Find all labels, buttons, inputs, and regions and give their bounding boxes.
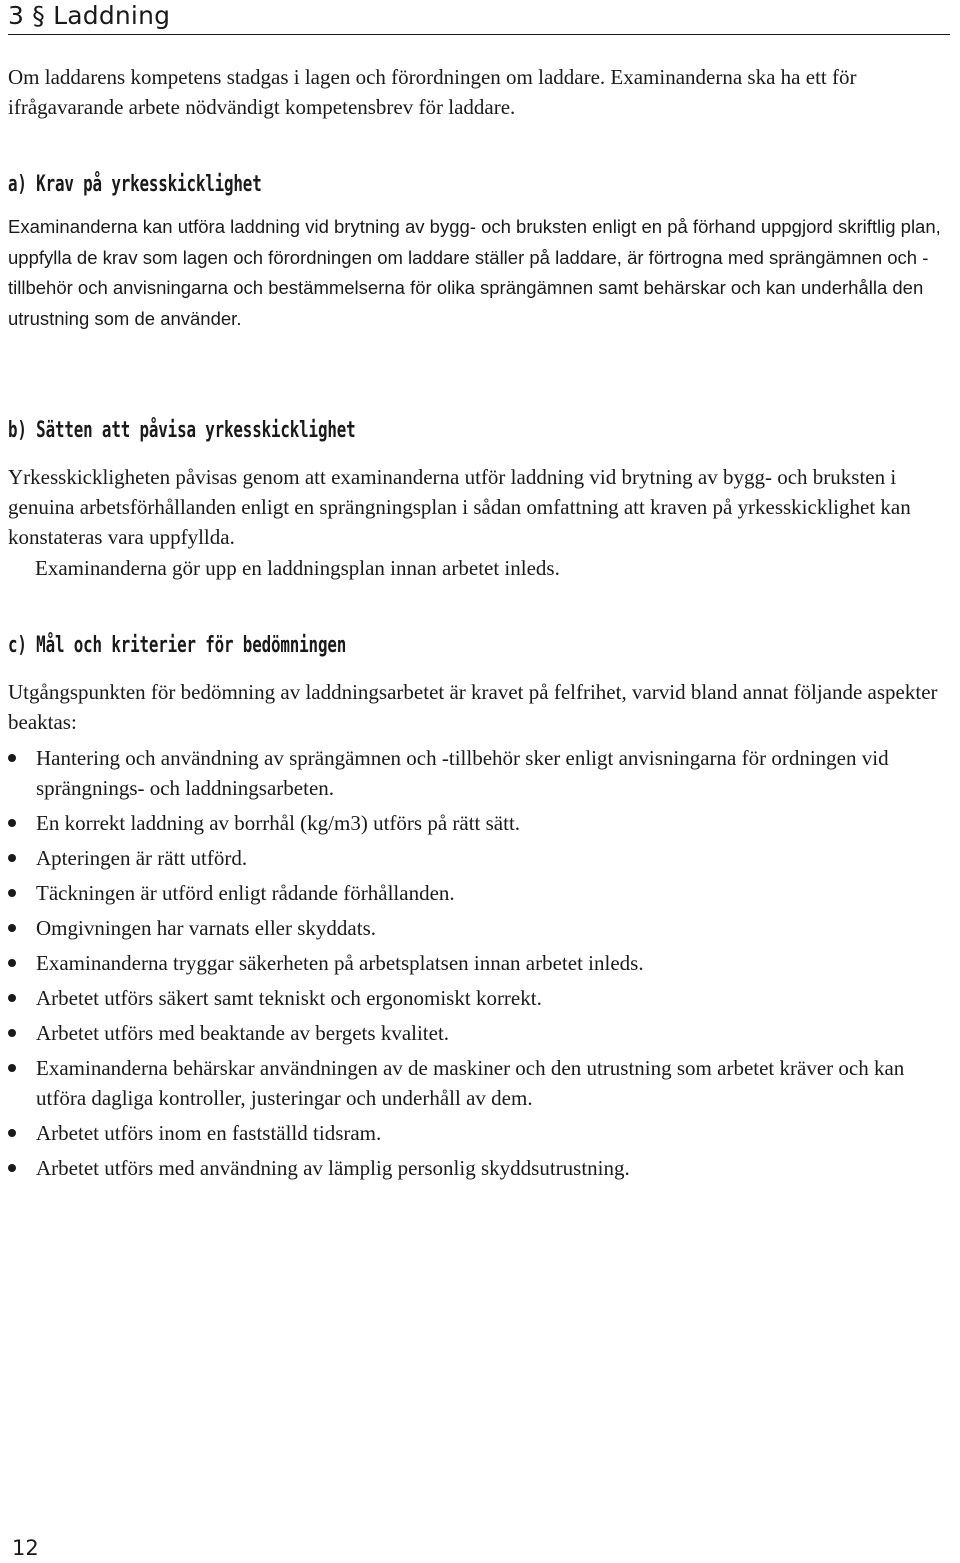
- list-item-text: Arbetet utförs med användning av lämplig personlig skyddsutrustning.: [36, 1156, 630, 1180]
- criteria-list: [8, 743, 952, 1183]
- section-a: [8, 170, 952, 334]
- list-item: [8, 913, 952, 943]
- list-item-text: Täckningen är utförd enligt rådande förhållanden.: [36, 881, 455, 905]
- list-item-text: Omgivningen har varnats eller skyddats.: [36, 916, 376, 940]
- list-item: [8, 743, 952, 803]
- list-item: [8, 1153, 952, 1183]
- bullet-icon: [8, 854, 16, 862]
- bullet-icon: [8, 754, 16, 762]
- section-c: [8, 631, 952, 1188]
- bullet-icon: [8, 819, 16, 827]
- section-b: [8, 416, 952, 583]
- bullet-icon: [8, 889, 16, 897]
- intro-block: [8, 62, 952, 122]
- bullet-icon: [8, 1164, 16, 1172]
- list-item: [8, 1018, 952, 1048]
- list-item-text: Examinanderna tryggar säkerheten på arbetsplatsen innan arbetet inleds.: [36, 951, 644, 975]
- section-c-body: Utgångspunkten för bedömning av laddningsarbetet är kravet på felfrihet, varvid bland annat följande aspekter beaktas:: [8, 680, 938, 734]
- bullet-icon: [8, 1064, 16, 1072]
- list-item: [8, 1053, 952, 1113]
- list-item-text: Arbetet utförs med beaktande av bergets kvalitet.: [36, 1021, 450, 1045]
- bullet-icon: [8, 1129, 16, 1137]
- bullet-icon: [8, 994, 16, 1002]
- list-item-text: Apteringen är rätt utförd.: [36, 846, 248, 870]
- list-item-text: Examinanderna behärskar användningen av de maskiner och den utrustning som arbetet kräver och kan utföra dagliga kontroller, justeringar och underhåll av dem.: [36, 1056, 905, 1110]
- section-c-heading: c) Mål och kriterier för bedömningen: [8, 633, 347, 658]
- list-item: [8, 878, 952, 908]
- page-header: [8, 0, 950, 35]
- list-item: [8, 843, 952, 873]
- list-item-text: En korrekt laddning av borrhål (kg/m3) utförs på rätt sätt.: [36, 811, 521, 835]
- list-item: [8, 808, 952, 838]
- list-item: [8, 1118, 952, 1148]
- bullet-icon: [8, 1029, 16, 1037]
- section-b-body: Yrkesskickligheten påvisas genom att examinanderna utför laddning vid brytning av bygg- och bruksten i genuina arbetsförhållanden enligt en sprängningsplan i sådan omfattning att kraven på yrkesskicklighet kan konstateras vara uppfyllda.: [8, 465, 911, 549]
- intro-paragraph: Om laddarens kompetens stadgas i lagen och förordningen om laddare. Examinanderna ska ha ett för ifrågavarande arbete nödvändigt kompetensbrev för laddare.: [8, 65, 857, 119]
- list-item: [8, 948, 952, 978]
- section-b-heading: b) Sätten att påvisa yrkesskicklighet: [8, 418, 356, 443]
- bullet-icon: [8, 924, 16, 932]
- section-a-heading: a) Krav på yrkesskicklighet: [8, 172, 262, 197]
- bullet-icon: [8, 959, 16, 967]
- section-a-body: Examinanderna kan utföra laddning vid brytning av bygg- och bruksten enligt en på förhand uppgjord skriftlig plan, uppfylla de krav som lagen och förordningen om laddare ställer på laddare, är förtrogna med sprängämnen och -tillbehör och anvisningarna och bestämmelserna för olika sprängämnen samt behärskar och kan underhålla den utrustning som de använder.: [8, 216, 941, 329]
- section-b-body-2: Examinanderna gör upp en laddningsplan innan arbetet inleds.: [35, 556, 560, 580]
- page-number: 12: [12, 1536, 39, 1560]
- list-item-text: Arbetet utförs inom en fastställd tidsram.: [36, 1121, 382, 1145]
- list-item: [8, 983, 952, 1013]
- list-item-text: Arbetet utförs säkert samt tekniskt och ergonomiskt korrekt.: [36, 986, 542, 1010]
- list-item-text: Hantering och användning av sprängämnen och -tillbehör sker enligt anvisningarna för ordningen vid sprängnings- och laddningsarbeten.: [36, 746, 889, 800]
- section-title: 3 § Laddning: [8, 1, 171, 30]
